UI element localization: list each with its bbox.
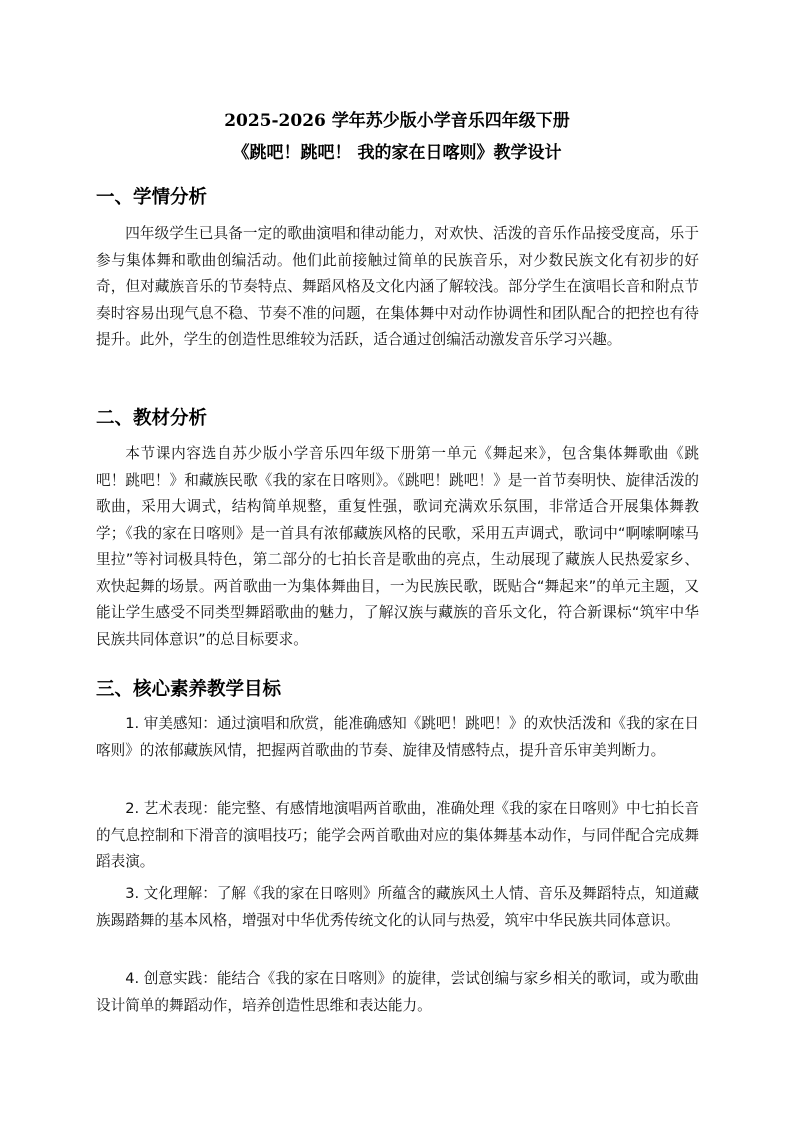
document-title-line2: 《跳吧！跳吧！ 我的家在日喀则》教学设计 — [232, 143, 562, 163]
objective-item-culture: 3. 文化理解：了解《我的家在日喀则》所蕴含的藏族风土人情、音乐及舞蹈特点，知道藏族踢踏舞的基本风格，增强对中华优秀传统文化的认同与热爱，筑牢中华民族共同体意识。 — [96, 885, 699, 929]
objective-item-creativity: 4. 创意实践：能结合《我的家在日喀则》的旋律，尝试创编与家乡相关的歌词，或为歌曲设计简单的舞蹈动作，培养创造性思维和表达能力。 — [96, 970, 699, 1014]
objective-item-aesthetic: 1. 审美感知：通过演唱和欣赏，能准确感知《跳吧！跳吧！》的欢快活泼和《我的家在日喀则》的浓郁藏族风情，把握两首歌曲的节奏、旋律及情感特点，提升音乐审美判断力。 — [96, 715, 699, 759]
section-heading-material-analysis: 二、教材分析 — [96, 408, 208, 429]
section-text-learner-analysis: 四年级学生已具备一定的歌曲演唱和律动能力，对欢快、活泼的音乐作品接受度高，乐于参与集体舞和歌曲创编活动。他们此前接触过简单的民族音乐，对少数民族文化有初步的好奇，但对藏族音乐的节奏特点、舞蹈风格及文化内涵了解较浅。部分学生在演唱长音和附点节奏时容易出现气息不稳、节奏不准的问题，在集体舞中对动作协调性和团队配合的把控也有待提升。此外，学生的创造性思维较为活跃，适合通过创编活动激发音乐学习兴趣。 — [96, 225, 699, 348]
objective-item-expression: 2. 艺术表现：能完整、有感情地演唱两首歌曲，准确处理《我的家在日喀则》中七拍长音的气息控制和下滑音的演唱技巧；能学会两首歌曲对应的集体舞基本动作，与同伴配合完成舞蹈表演。 — [96, 800, 699, 870]
section-heading-objectives: 三、核心素养教学目标 — [96, 679, 282, 700]
document-title-line1: 2025-2026 学年苏少版小学音乐四年级下册 — [224, 111, 570, 131]
section-heading-learner-analysis: 一、学情分析 — [96, 187, 208, 208]
section-text-material-analysis: 本节课内容选自苏少版小学音乐四年级下册第一单元《舞起来》，包含集体舞歌曲《跳吧！跳吧！》和藏族民歌《我的家在日喀则》。《跳吧！跳吧！》是一首节奏明快、旋律活泼的歌曲，采用大调式，结构简单规整，重复性强，歌词充满欢乐氛围，非常适合开展集体舞教学；《我的家在日喀则》是一首具有浓郁藏族风格的民歌，采用五声调式，歌词中“啊嗦啊嗦马里拉”等衬词极具特色，第二部分的七拍长音是歌曲的亮点，生动展现了藏族人民热爱家乡、欢快起舞的场景。两首歌曲一为集体舞曲目，一为民族民歌，既贴合“舞起来”的单元主题，又能让学生感受不同类型舞蹈歌曲的魅力，了解汉族与藏族的音乐文化，符合新课标“筑牢中华民族共同体意识”的总目标要求。 — [96, 445, 699, 648]
